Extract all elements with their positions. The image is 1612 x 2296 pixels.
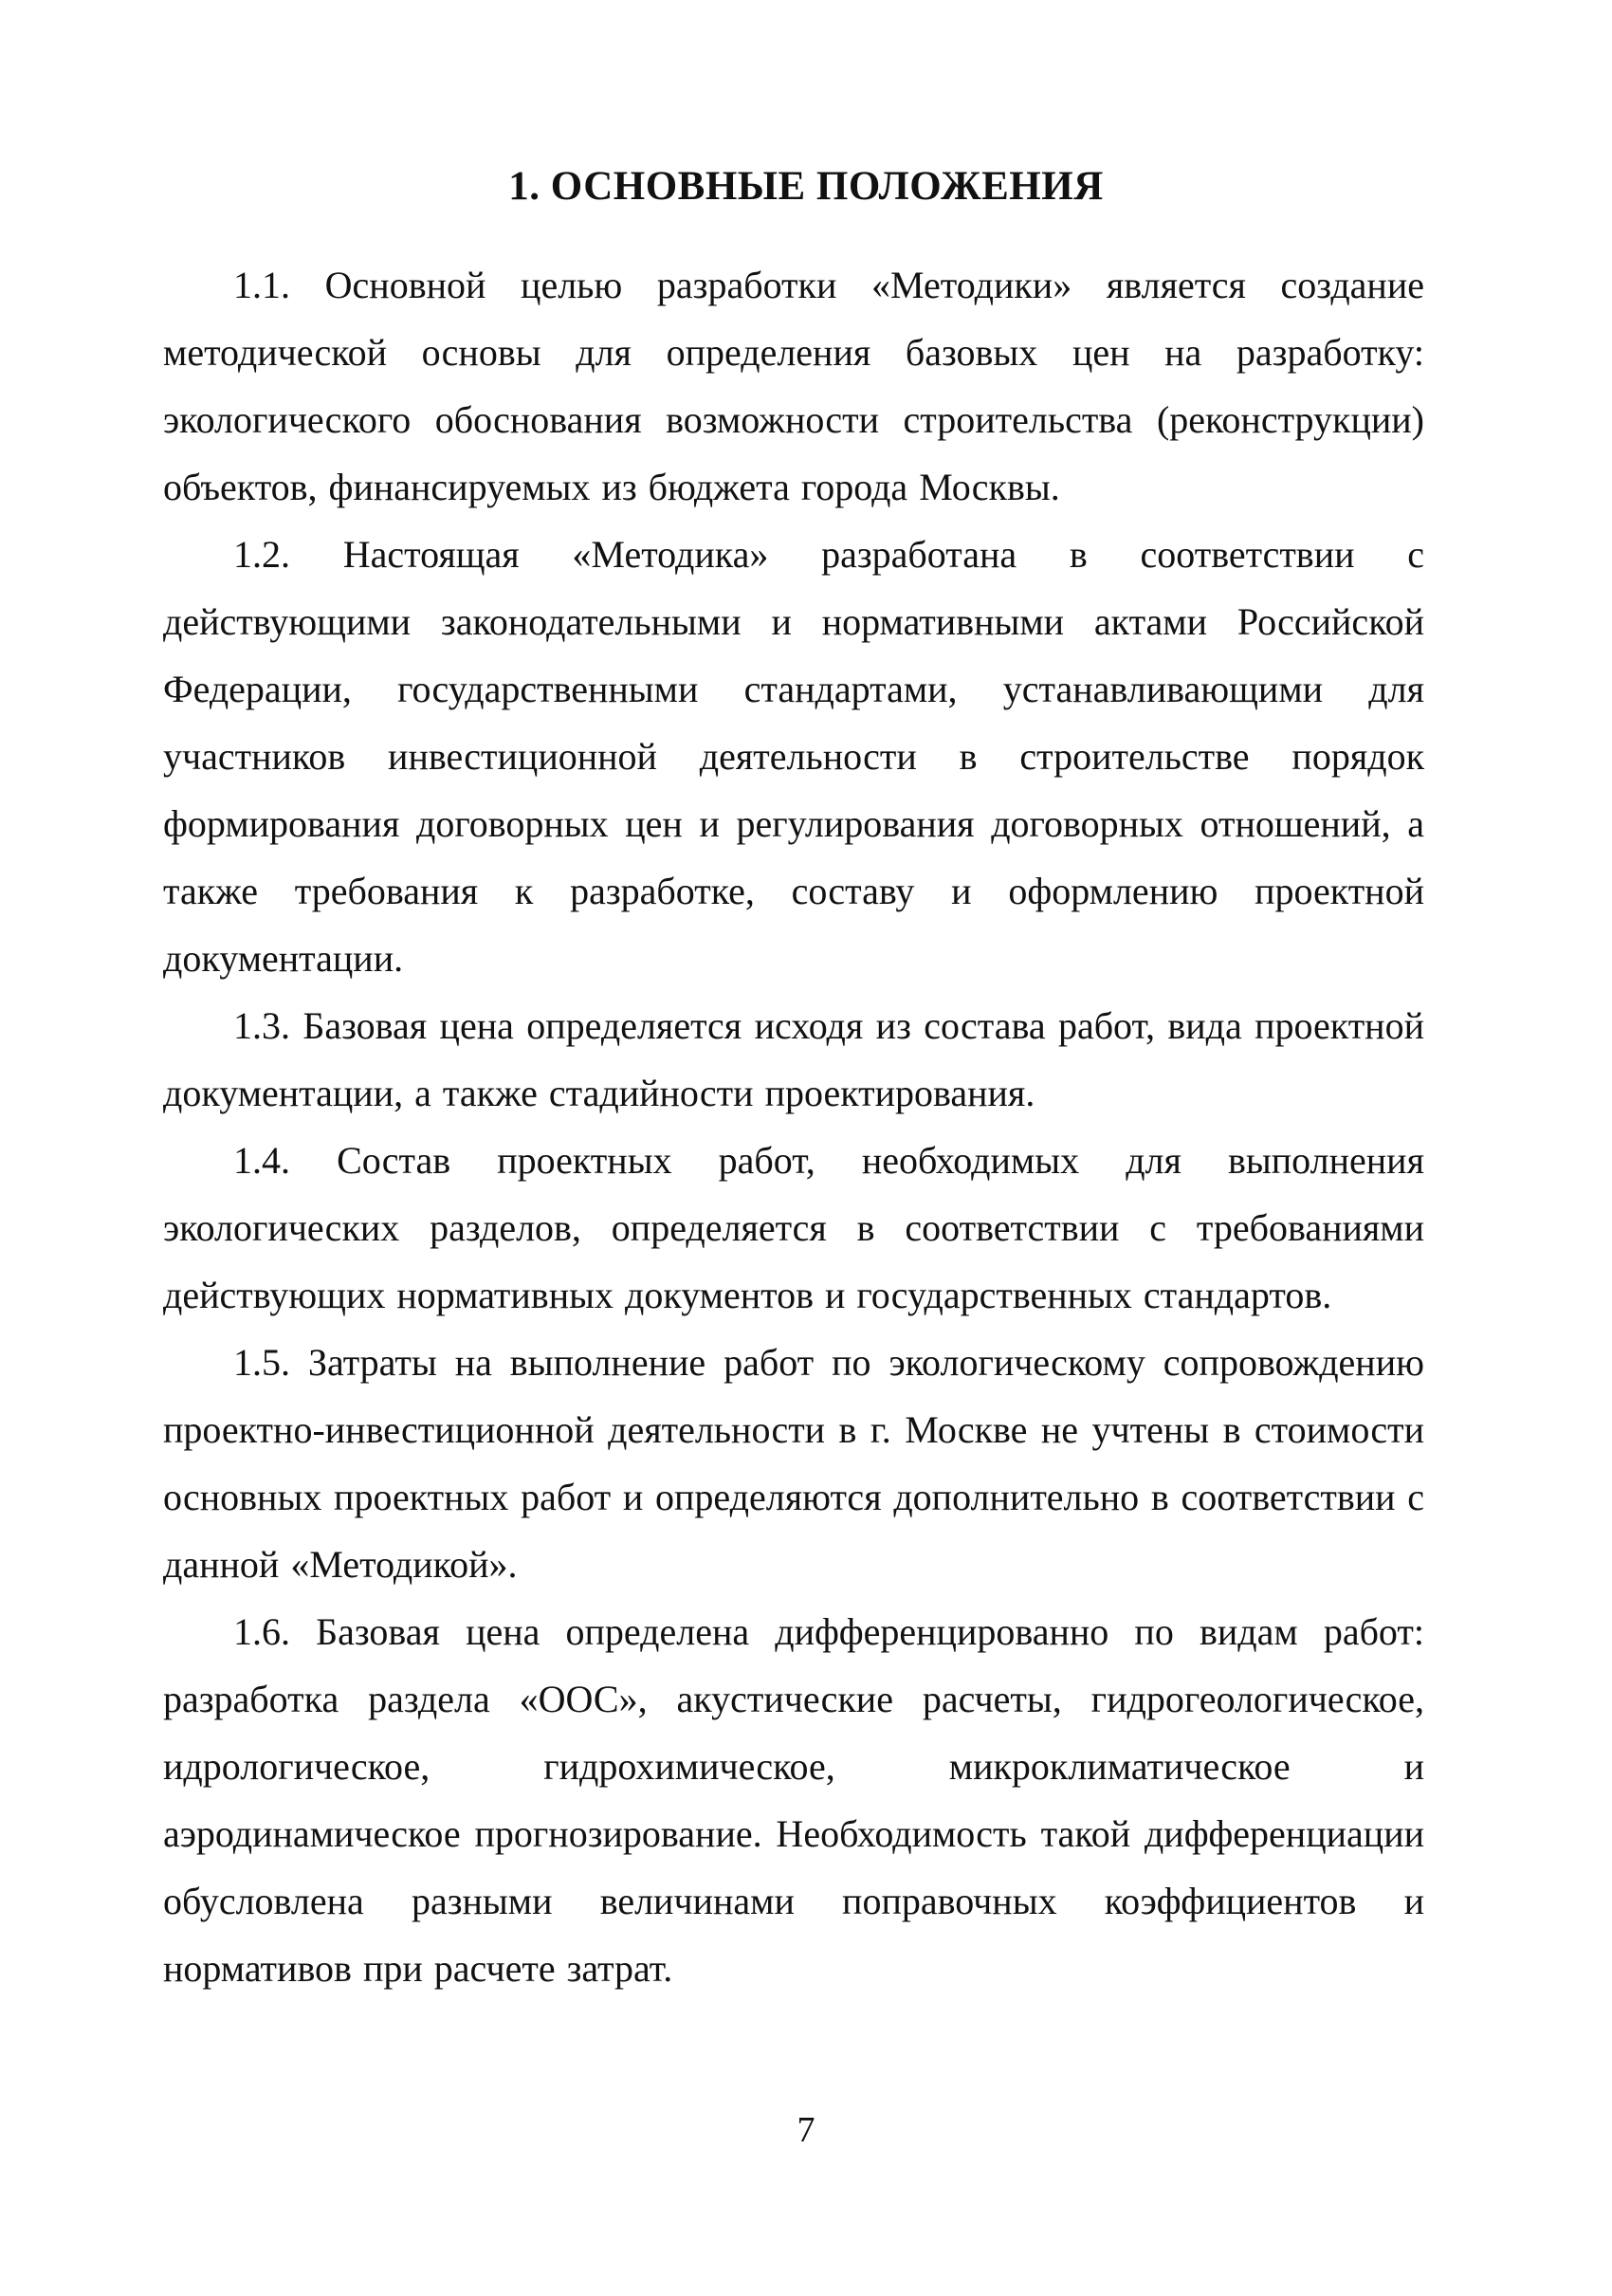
- body-text: [163, 251, 1424, 2002]
- paragraph-1-2: 1.2. Настоящая «Методика» разработана в соответствии с действующими законодательными и нормативными актами Российской Федерации, государственными стандартами, устанавливающими для участников инвестиционной деятельности в строительстве порядок формирования договорных цен и регулирования договорных отношений, а также требования к разработке, составу и оформлению проектной документации.: [163, 533, 1424, 980]
- paragraph-1-5: 1.5. Затраты на выполнение работ по экологическому сопровождению проектно-инвестиционной деятельности в г. Москве не учтены в стоимости основных проектных работ и определяются дополнительно в соответствии с данной «Методикой».: [163, 1341, 1424, 1586]
- paragraph-1-3: 1.3. Базовая цена определяется исходя из состава работ, вида проектной документации, а также стадийности проектирования.: [163, 1004, 1424, 1114]
- section-title: 1. ОСНОВНЫЕ ПОЛОЖЕНИЯ: [508, 164, 1104, 209]
- paragraph-1-6: 1.6. Базовая цена определена дифференцированно по видам работ: разработка раздела «ООС», акустические расчеты, гидрогеологическое, идрологическое, гидрохимическое, микроклиматическое и аэродинамическое прогнозирование. Необходимость такой дифференциации обусловлена разными величинами поправочных коэффициентов и нормативов при расчете затрат.: [163, 1610, 1424, 1990]
- page-number: 7: [797, 2110, 815, 2150]
- paragraph-1-1: 1.1. Основной целью разработки «Методики» является создание методической основы для определения базовых цен на разработку: экологического обоснования возможности строительства (реконструкции) объектов, финансируемых из бюджета города Москвы.: [163, 264, 1424, 508]
- paragraph-1-4: 1.4. Состав проектных работ, необходимых для выполнения экологических разделов, определяется в соответствии с требованиями действующих нормативных документов и государственных стандартов.: [163, 1139, 1424, 1316]
